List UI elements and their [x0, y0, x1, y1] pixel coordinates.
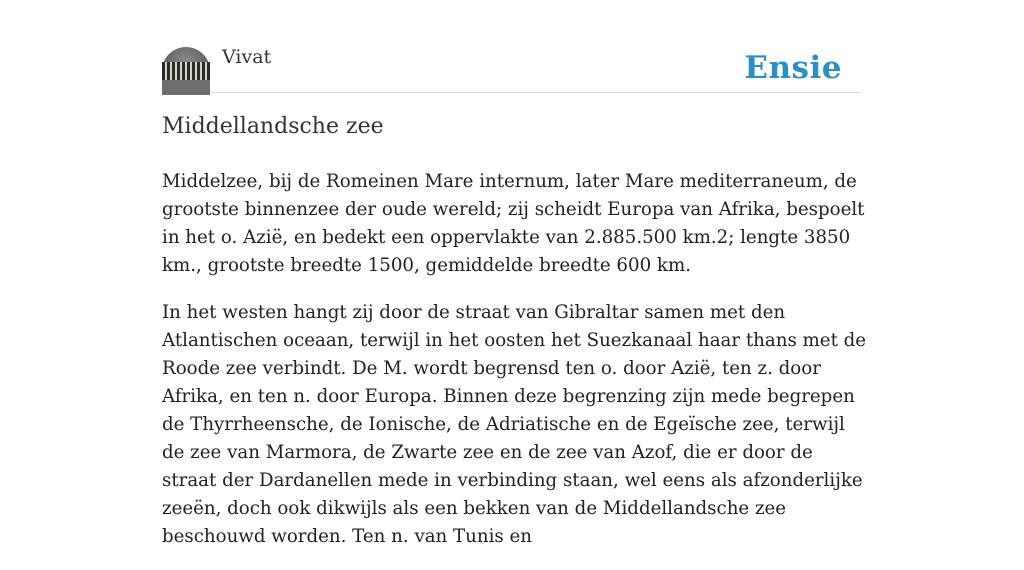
- avatar-image-band: [162, 62, 210, 80]
- page-container: [162, 0, 867, 547]
- avatar-image-base: [162, 80, 210, 95]
- article-paragraph: Middelzee, bij de Romeinen Mare internum, later Mare mediterraneum, de grootste binnenzee der oude wereld; zij scheidt Europa van Afrika, bespoelt in het o. Azië, en bedekt een oppervlakte van 2.885.500 km.2; lengte 3850 km., grootste breedte 1500, gemiddelde breedte 600 km.: [162, 171, 865, 276]
- page-header: [162, 0, 862, 93]
- article-paragraph: In het westen hangt zij door de straat van Gibraltar samen met den Atlantischen oceaan, terwijl in het oosten het Suezkanaal haar thans met de Roode zee verbindt. De M. wordt begrensd ten o. door Azië, ten z. door Afrika, en ten n. door Europa. Binnen deze begrenzing zijn mede begrepen de Thyrrheensche, de Ionische, de Adriatische en de Egeïsche zee, terwijl de zee van Marmora, de Zwarte zee en de zee van Azof, die er door de straat der Dardanellen mede in verbinding staan, wel eens als afzonderlijke zeeën, doch ook dikwijls als een bekken van de Middellandsche zee beschouwd worden. Ten n. van Tunis en: [162, 302, 867, 547]
- author-name-link[interactable]: Vivat: [222, 46, 272, 68]
- avatar[interactable]: [162, 47, 210, 95]
- article-body: [162, 168, 867, 570]
- site-logo[interactable]: Ensie: [744, 50, 842, 86]
- page-title: Middellandsche zee: [162, 114, 384, 139]
